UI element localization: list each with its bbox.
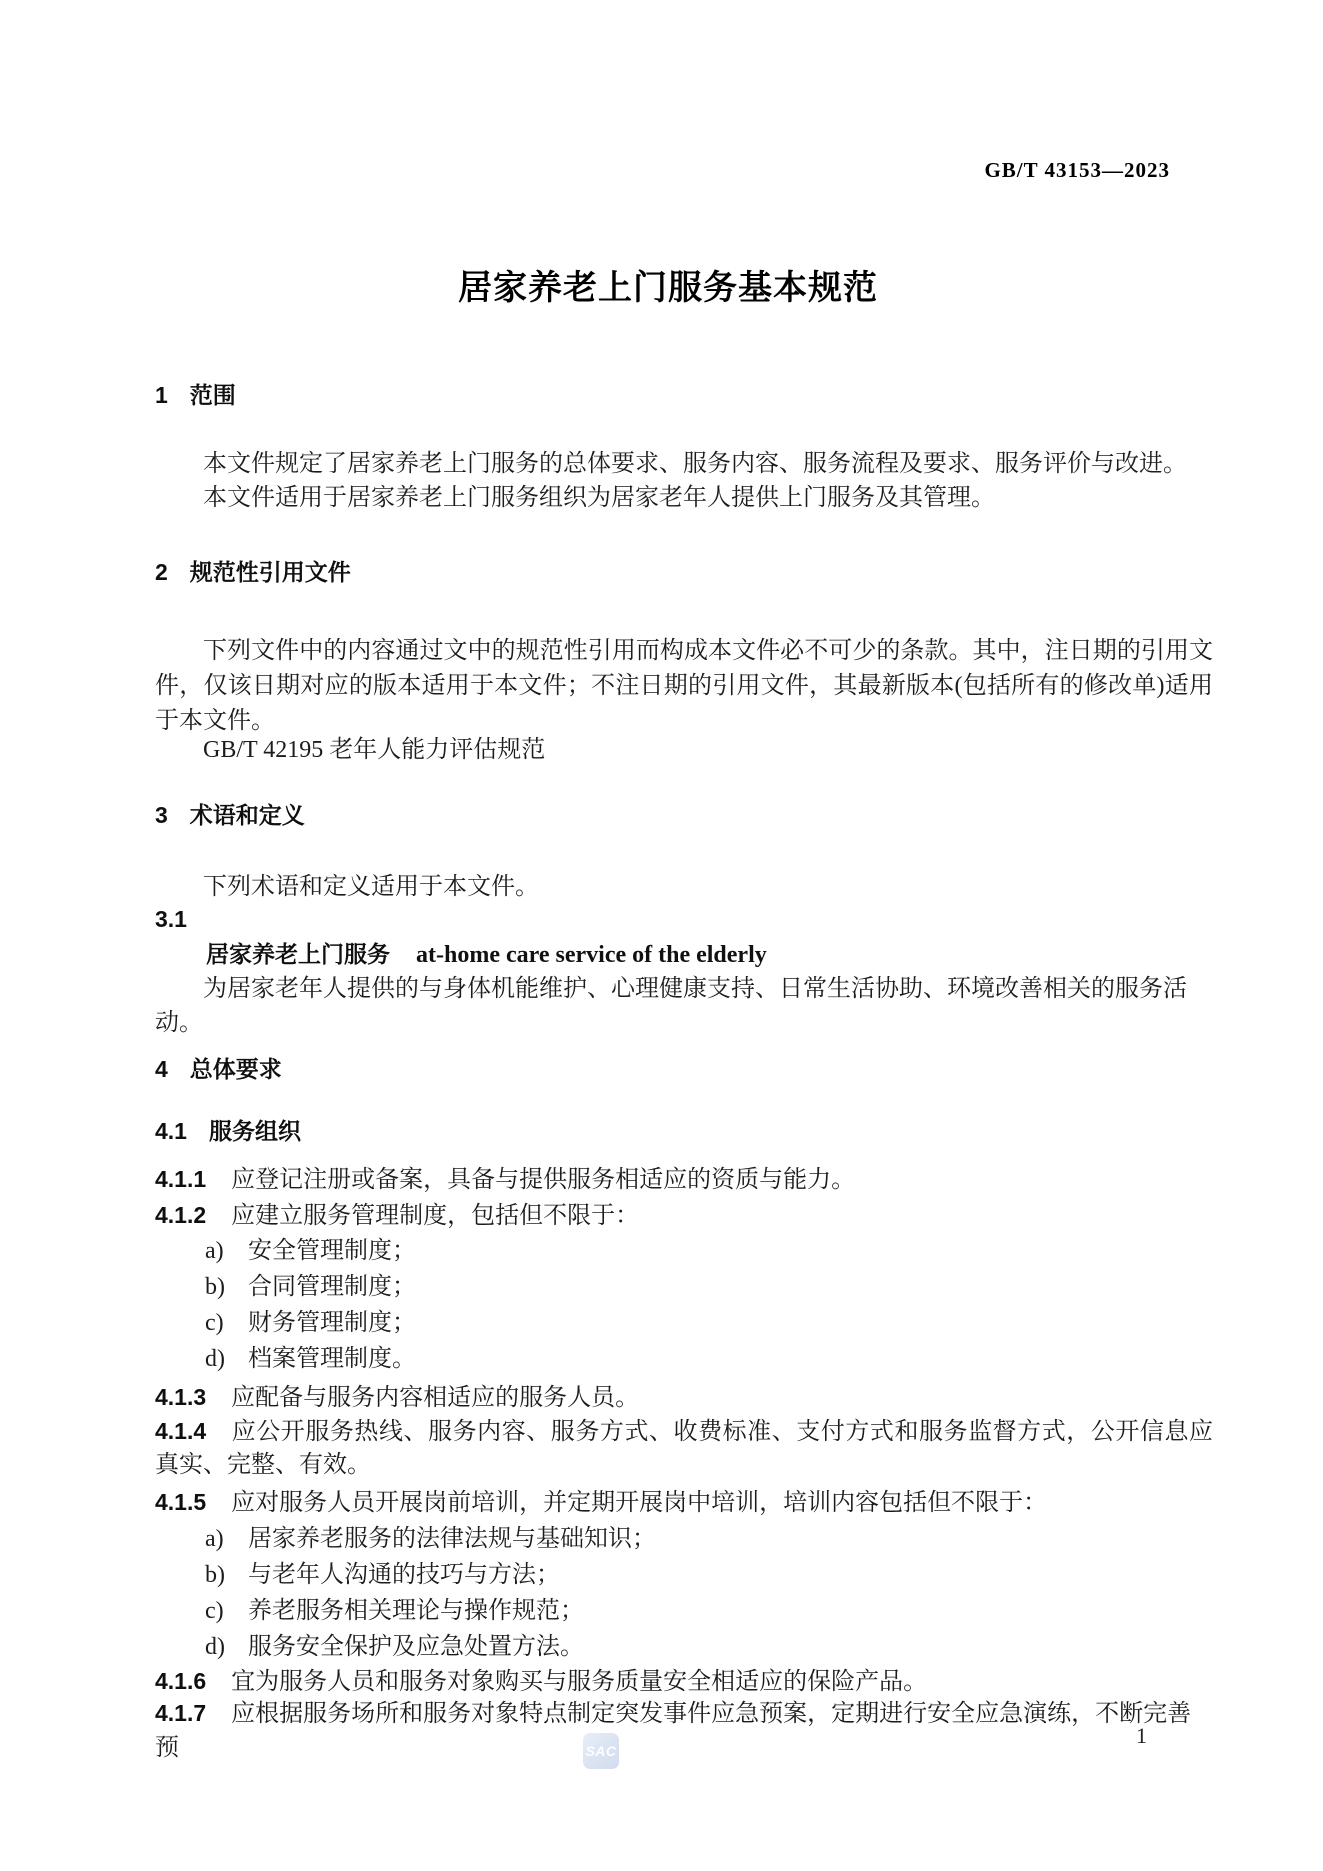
list-item xyxy=(205,1270,1213,1304)
clause-number: 4.1.2 xyxy=(155,1202,207,1228)
term-chinese: 居家养老上门服务 xyxy=(206,941,390,967)
section-3-number: 3 xyxy=(155,802,168,828)
clause-4-1-5 xyxy=(155,1485,1213,1520)
term-number: 3.1 xyxy=(155,906,187,932)
section-1-title: 范围 xyxy=(189,382,236,408)
list-marker: c) xyxy=(205,1598,224,1624)
list-marker: c) xyxy=(205,1310,224,1336)
list-text: 与老年人沟通的技巧与方法； xyxy=(248,1562,560,1588)
clause-text: 宜为服务人员和服务对象购买与服务质量安全相适应的保险产品。 xyxy=(231,1669,928,1695)
list-text: 居家养老服务的法律法规与基础知识； xyxy=(248,1526,656,1552)
section-2-number: 2 xyxy=(155,559,168,585)
list-item xyxy=(205,1342,1213,1376)
list-marker: b) xyxy=(205,1274,225,1300)
section-2-paragraph: 下列文件中的内容通过文中的规范性引用而构成本文件必不可少的条款。其中，注日期的引用文件，仅该日期对应的版本适用于本文件；不注日期的引用文件，其最新版本(包括所有的修改单)适用于本文件。 xyxy=(155,638,1213,734)
list-marker: a) xyxy=(205,1526,224,1552)
clause-number: 4.1.4 xyxy=(155,1418,207,1444)
list-marker: b) xyxy=(205,1562,225,1588)
clause-number: 4.1.7 xyxy=(155,1700,207,1726)
normative-reference: GB/T 42195 老年人能力评估规范 xyxy=(203,737,546,763)
page-number: 1 xyxy=(1136,1723,1147,1748)
list-item xyxy=(205,1630,1213,1664)
list-text: 养老服务相关理论与操作规范； xyxy=(248,1598,584,1624)
list-marker: a) xyxy=(205,1238,224,1264)
section-1-heading xyxy=(155,380,1213,410)
section-4-1-number: 4.1 xyxy=(155,1118,187,1144)
term-entry xyxy=(206,938,1213,974)
clause-number: 4.1.3 xyxy=(155,1384,207,1410)
list-text: 服务安全保护及应急处置方法。 xyxy=(248,1634,584,1660)
list-text: 财务管理制度； xyxy=(248,1310,416,1336)
clause-4-1-4 xyxy=(155,1415,1213,1482)
clause-4-1-2 xyxy=(155,1198,1213,1233)
sac-watermark-logo: SAC xyxy=(583,1733,619,1769)
clause-number: 4.1.6 xyxy=(155,1668,207,1694)
section-3-heading xyxy=(155,800,1213,830)
clause-text: 应登记注册或备案，具备与提供服务相适应的资质与能力。 xyxy=(231,1167,856,1193)
list-text: 合同管理制度； xyxy=(248,1274,416,1300)
clause-text: 应对服务人员开展岗前培训，并定期开展岗中培训，培训内容包括但不限于： xyxy=(231,1490,1048,1516)
section-1-paragraph-2: 本文件适用于居家养老上门服务组织为居家老年人提供上门服务及其管理。 xyxy=(203,485,995,511)
list-item xyxy=(205,1558,1213,1592)
clause-text: 应配备与服务内容相适应的服务人员。 xyxy=(231,1385,640,1411)
clause-4-1-7 xyxy=(155,1696,1213,1765)
clause-text: 应根据服务场所和服务对象特点制定突发事件应急预案，定期进行安全应急演练，不断完善预 xyxy=(155,1701,1192,1761)
section-4-1-title: 服务组织 xyxy=(208,1118,301,1144)
clause-text: 应公开服务热线、服务内容、服务方式、收费标准、支付方式和服务监督方式，公开信息应真实、完整、有效。 xyxy=(155,1419,1213,1478)
section-3-title: 术语和定义 xyxy=(189,802,305,828)
section-3-intro: 下列术语和定义适用于本文件。 xyxy=(203,874,539,900)
list-item xyxy=(205,1594,1213,1628)
clause-number: 4.1.1 xyxy=(155,1166,207,1192)
list-item xyxy=(205,1306,1213,1340)
list-text: 安全管理制度； xyxy=(248,1238,416,1264)
list-marker: d) xyxy=(205,1634,225,1660)
list-text: 档案管理制度。 xyxy=(248,1346,416,1372)
clause-text: 应建立服务管理制度，包括但不限于： xyxy=(231,1203,640,1229)
section-4-heading xyxy=(155,1054,1213,1084)
list-marker: d) xyxy=(205,1346,225,1372)
section-2-title: 规范性引用文件 xyxy=(189,559,351,585)
doc-title: 居家养老上门服务基本规范 xyxy=(458,269,878,307)
section-2-heading xyxy=(155,557,1213,587)
section-4-number: 4 xyxy=(155,1056,168,1082)
clause-number: 4.1.5 xyxy=(155,1489,207,1515)
section-1-number: 1 xyxy=(155,382,168,408)
term-english: at-home care service of the elderly xyxy=(416,942,767,968)
clause-4-1-1 xyxy=(155,1162,1213,1197)
clause-4-1-3 xyxy=(155,1380,1213,1415)
section-1-paragraph-1: 本文件规定了居家养老上门服务的总体要求、服务内容、服务流程及要求、服务评价与改进。 xyxy=(203,451,1187,477)
section-4-1-heading xyxy=(155,1116,1213,1146)
doc-code: GB/T 43153—2023 xyxy=(984,158,1170,182)
list-item xyxy=(205,1234,1213,1268)
clause-4-1-6 xyxy=(155,1664,1213,1699)
list-item xyxy=(205,1522,1213,1556)
term-definition: 为居家老年人提供的与身体机能维护、心理健康支持、日常生活协助、环境改善相关的服务活动。 xyxy=(155,976,1187,1036)
section-4-title: 总体要求 xyxy=(189,1056,282,1082)
